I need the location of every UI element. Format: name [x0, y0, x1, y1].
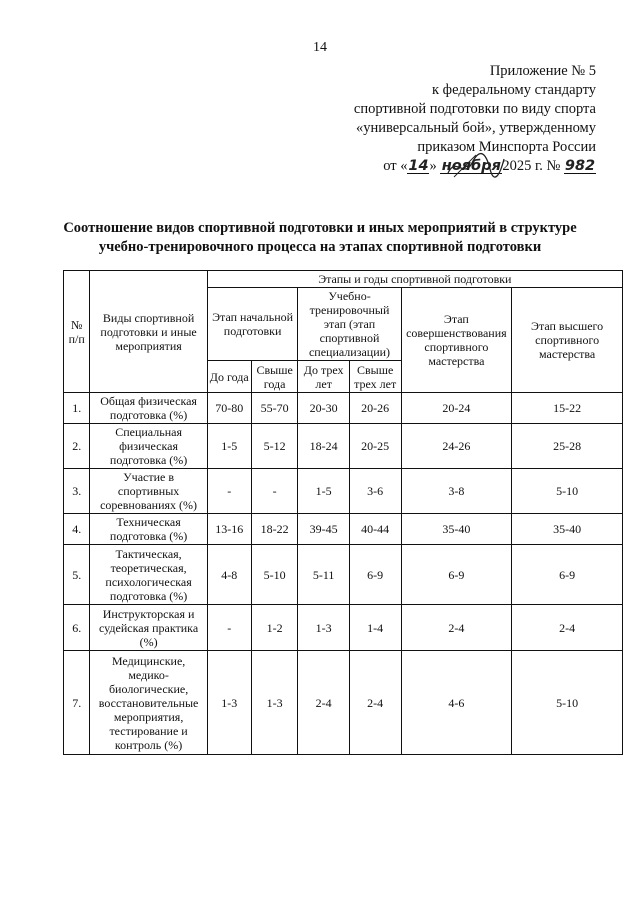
cell: 1-2 — [251, 605, 298, 651]
cell: 5-10 — [512, 651, 623, 755]
cell: 18-22 — [251, 514, 298, 545]
cell: 1-5 — [207, 424, 251, 469]
cell: 20-26 — [349, 393, 401, 424]
cell: 4-6 — [401, 651, 512, 755]
cell: 40-44 — [349, 514, 401, 545]
cell: 6-9 — [349, 545, 401, 605]
header-stages: Этапы и годы спортивной подготовки — [207, 271, 622, 288]
cell: 15-22 — [512, 393, 623, 424]
annex-block — [296, 62, 596, 176]
header-number: № п/п — [64, 271, 90, 393]
cell: 2-4 — [298, 651, 349, 755]
cell: 2-4 — [401, 605, 512, 651]
cell: 13-16 — [207, 514, 251, 545]
row-number: 3. — [64, 469, 90, 514]
cell: 20-24 — [401, 393, 512, 424]
header-up-to-three: До трех лет — [298, 361, 349, 393]
header-training-stage: Учебно-тренировочный этап (этап спортивной специализации) — [298, 288, 401, 361]
row-number: 6. — [64, 605, 90, 651]
annex-date-line — [296, 157, 596, 176]
date-quote: » — [429, 158, 437, 174]
training-ratio-table — [63, 270, 623, 755]
cell: 2-4 — [349, 651, 401, 755]
table-row — [64, 424, 623, 469]
row-number: 5. — [64, 545, 90, 605]
cell: 1-4 — [349, 605, 401, 651]
annex-title: Приложение № 5 — [489, 63, 596, 79]
row-kind: Техническая подготовка (%) — [90, 514, 207, 545]
row-kind: Общая физическая подготовка (%) — [90, 393, 207, 424]
date-day: 14 — [408, 158, 429, 174]
cell: 70-80 — [207, 393, 251, 424]
cell: - — [207, 605, 251, 651]
cell: 1-5 — [298, 469, 349, 514]
header-up-to-year: До года — [207, 361, 251, 393]
cell: 6-9 — [401, 545, 512, 605]
table-row — [64, 514, 623, 545]
header-kind: Виды спортивной подготовки и иные мероприятия — [90, 271, 207, 393]
row-kind: Тактическая, теоретическая, психологическая подготовка (%) — [90, 545, 207, 605]
header-over-year: Свыше года — [251, 361, 298, 393]
row-kind: Участие в спортивных соревнованиях (%) — [90, 469, 207, 514]
row-number: 4. — [64, 514, 90, 545]
row-kind: Инструкторская и судейская практика (%) — [90, 605, 207, 651]
cell: 3-8 — [401, 469, 512, 514]
document-title — [0, 219, 640, 257]
cell: 3-6 — [349, 469, 401, 514]
cell: 39-45 — [298, 514, 349, 545]
cell: 1-3 — [207, 651, 251, 755]
cell: 24-26 — [401, 424, 512, 469]
cell: 20-30 — [298, 393, 349, 424]
cell: 5-10 — [512, 469, 623, 514]
table-row — [64, 469, 623, 514]
row-kind: Специальная физическая подготовка (%) — [90, 424, 207, 469]
row-number: 2. — [64, 424, 90, 469]
table-row — [64, 651, 623, 755]
date-month: ноября — [441, 158, 501, 174]
header-improvement-stage: Этап совершенствования спортивного мастерства — [401, 288, 512, 393]
cell: 6-9 — [512, 545, 623, 605]
row-kind: Медицинские, медико-биологические, восстановительные мероприятия, тестирование и контроль (%) — [90, 651, 207, 755]
header-initial-stage: Этап начальной подготовки — [207, 288, 298, 361]
cell: 5-10 — [251, 545, 298, 605]
header-over-three: Свыше трех лет — [349, 361, 401, 393]
cell: 18-24 — [298, 424, 349, 469]
table-row — [64, 605, 623, 651]
signature-scribble — [446, 151, 506, 181]
date-year: 2025 г. № — [502, 158, 561, 174]
cell: 55-70 — [251, 393, 298, 424]
table-row — [64, 545, 623, 605]
title-line-2: учебно-тренировочного процесса на этапах спортивной подготовки — [98, 239, 542, 255]
cell: 35-40 — [401, 514, 512, 545]
cell: - — [251, 469, 298, 514]
cell: 20-25 — [349, 424, 401, 469]
row-number: 7. — [64, 651, 90, 755]
cell: - — [207, 469, 251, 514]
cell: 1-3 — [298, 605, 349, 651]
order-number: 982 — [564, 158, 596, 174]
date-prefix: от « — [383, 158, 408, 174]
cell: 2-4 — [512, 605, 623, 651]
cell: 35-40 — [512, 514, 623, 545]
cell: 4-8 — [207, 545, 251, 605]
row-number: 1. — [64, 393, 90, 424]
cell: 5-12 — [251, 424, 298, 469]
annex-line-ministry: приказом Минспорта России — [417, 139, 596, 155]
table-row — [64, 393, 623, 424]
page-number: 14 — [313, 40, 327, 55]
annex-line-approved: «универсальный бой», утвержденному — [355, 120, 596, 136]
title-line-1: Соотношение видов спортивной подготовки и иных мероприятий в структуре — [63, 220, 577, 236]
annex-line-standard: к федеральному стандарту — [432, 82, 596, 98]
header-higher-stage: Этап высшего спортивного мастерства — [512, 288, 623, 393]
cell: 25-28 — [512, 424, 623, 469]
cell: 1-3 — [251, 651, 298, 755]
annex-line-sport: спортивной подготовки по виду спорта — [353, 101, 596, 117]
cell: 5-11 — [298, 545, 349, 605]
